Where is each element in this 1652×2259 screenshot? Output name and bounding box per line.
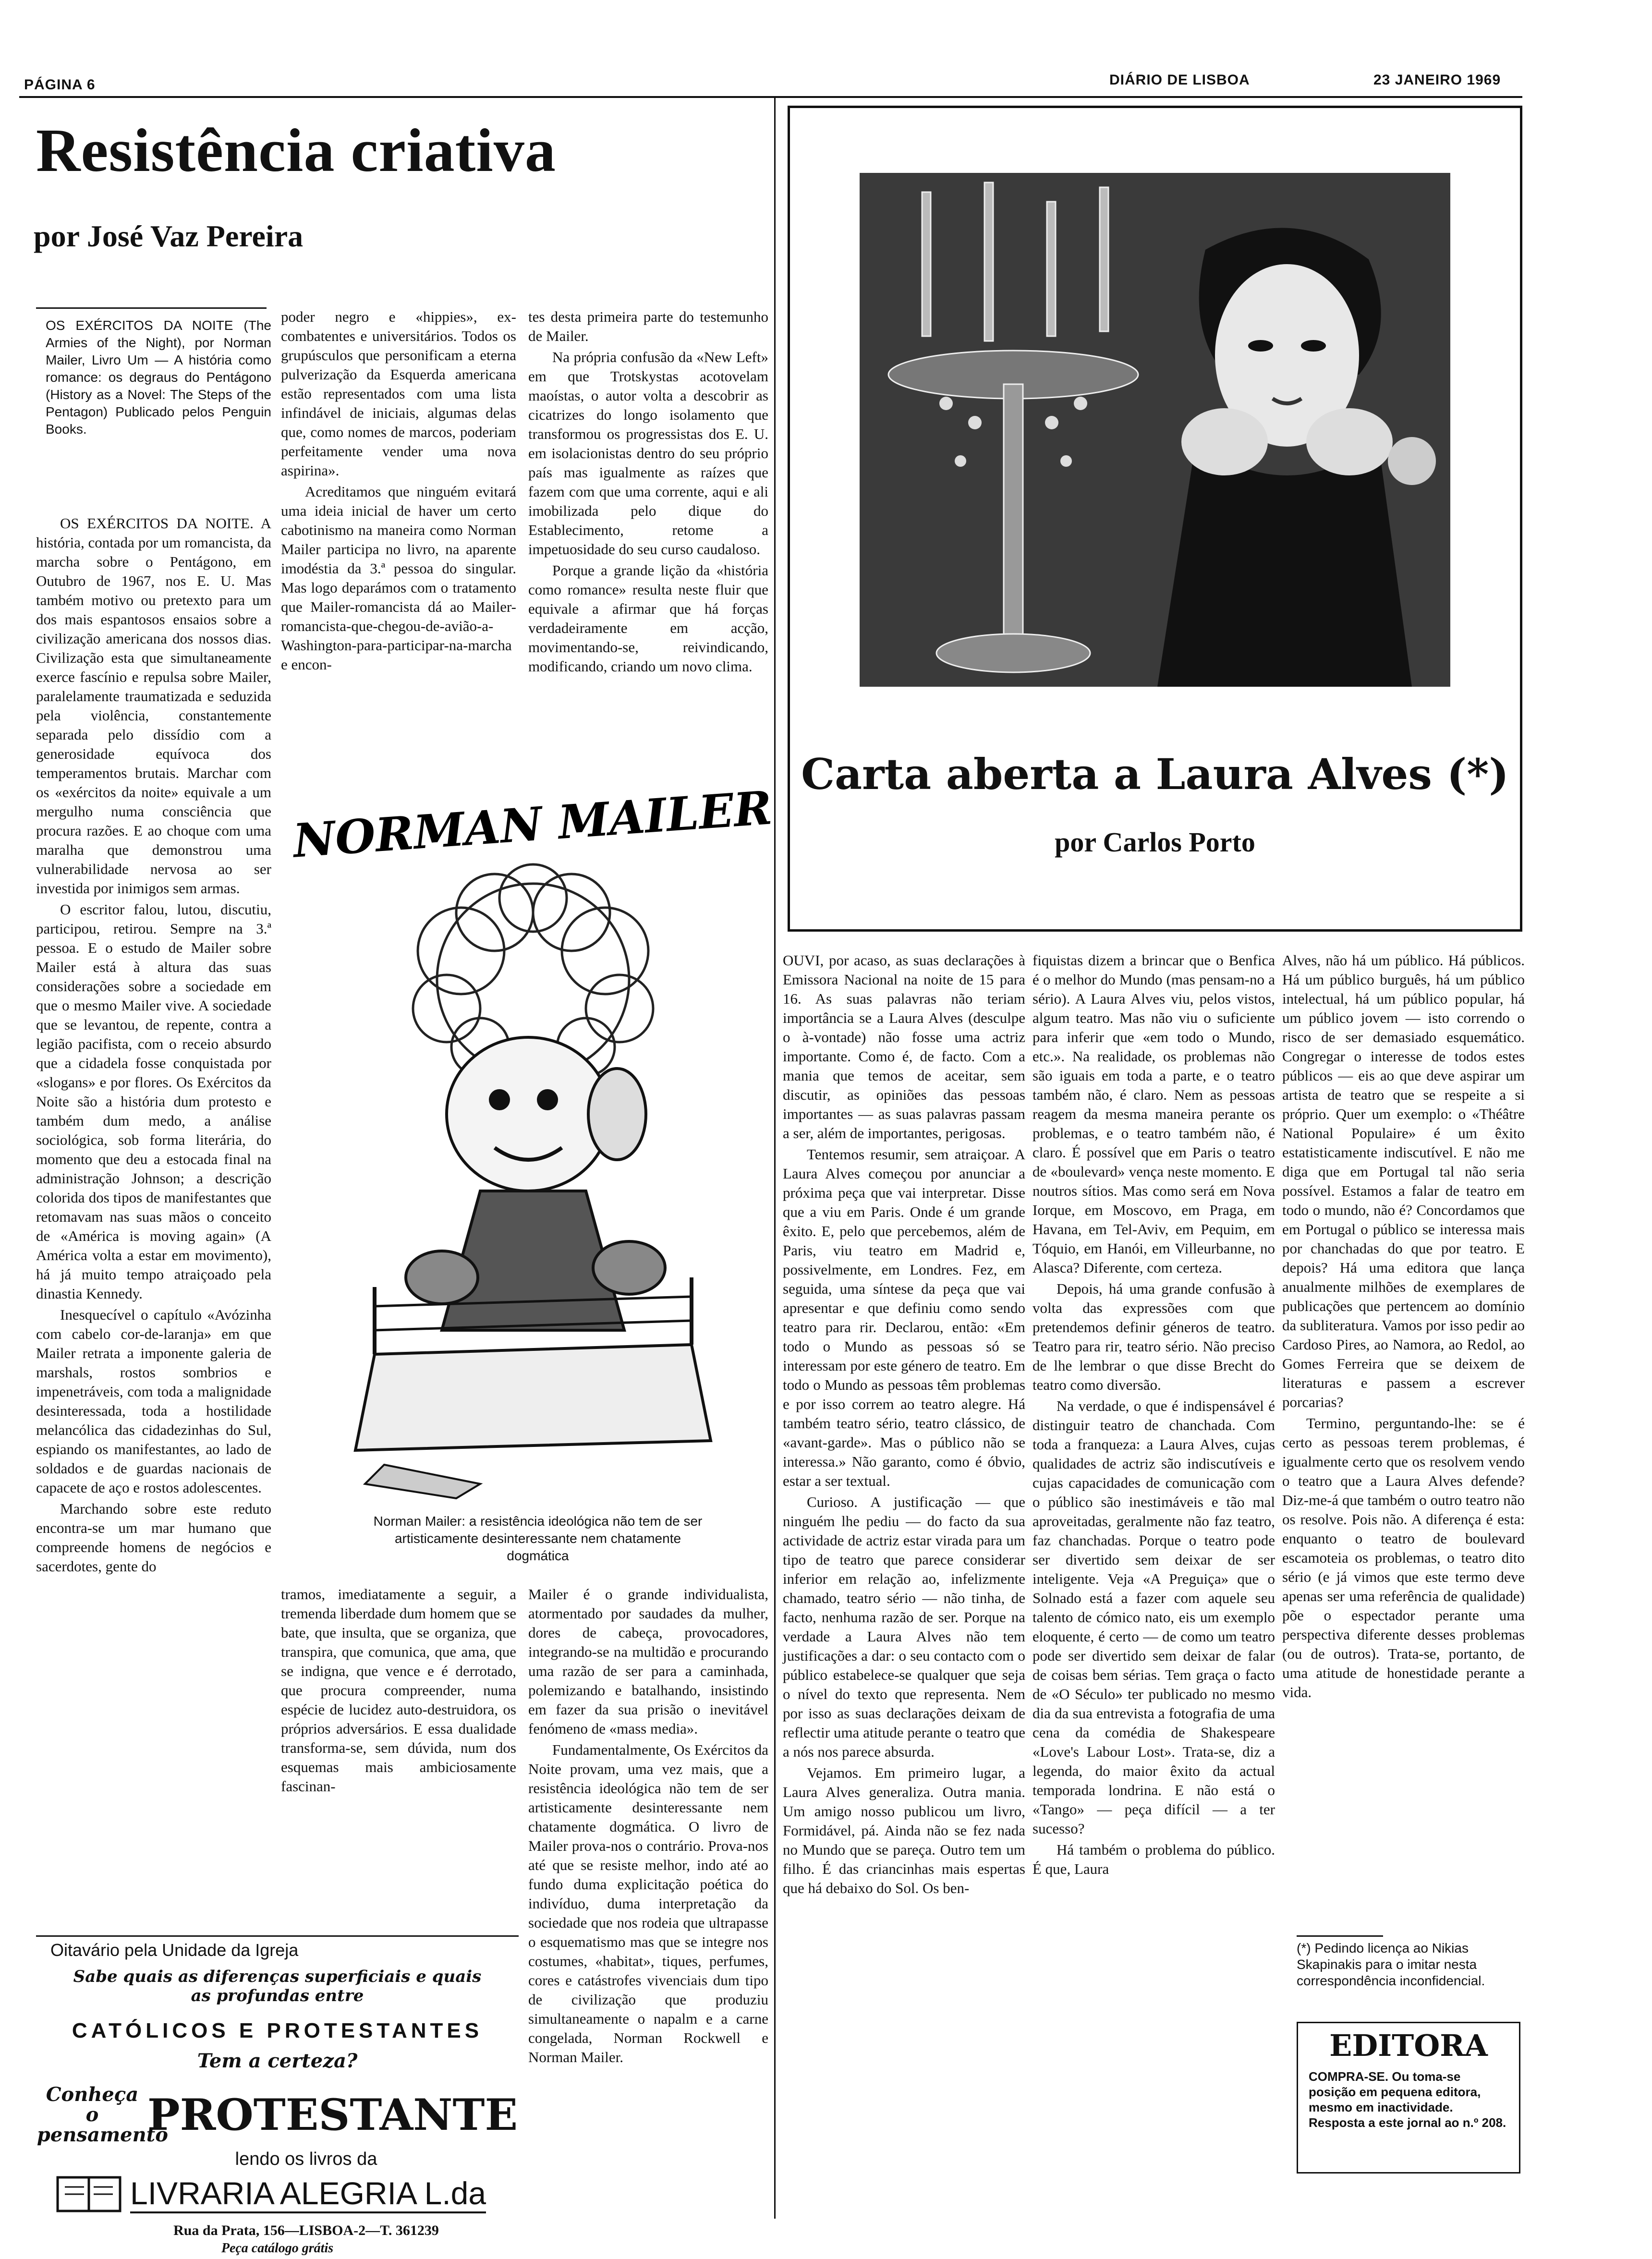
ad-line5a: Conheça o pensamento (36, 2083, 168, 2146)
ad-address: Rua da Prata, 156—LISBOA-2—T. 361239 (173, 2223, 439, 2238)
carta-col3 (1282, 951, 1525, 1931)
paragraph: Mailer é o grande individualista, atormentado por saudades da mulher, dores de cabeça, provocadores, integrando-se na multidão e procurando uma razão de ser para a caminhada, polemizando e batalhando, insistindo em fazer da sua prisão o inevitável fenómeno de «mass media». (528, 1586, 768, 1737)
ad-line3: CATÓLICOS E PROTESTANTES (72, 2019, 483, 2042)
paragraph: Na verdade, o que é indispensável é distinguir teatro de chanchada. Com toda a franqueza: a Laura Alves, cujas qualidades de actriz são indiscutíveis e cujas capacidades de comunicação com o público são inestimáveis e tão mal aproveitadas, geralmente não faz teatro, faz chanchadas. Porque o teatro pode ser divertido sem deixar de ser inteligente. Veja «A Preguiça» que o Solnado está a fazer com aquele seu talento de cómico nato, eis um exemplo eloquente, é certo — de como um teatro pode ser divertido sem deixar de falar de coisas bem sérias. Tem graça o facto de «O Século» ter publicado no mesmo dia da sua entrevista a fotografia de uma cena da comédia de Shakespeare «Love's Labour Lost». Trata-se, diz a legenda, do maior êxito da actual temporada londrina. E não está o «Tango» — peça difícil — a ter sucesso? (1032, 1397, 1275, 1837)
left-article-col3-top (528, 307, 768, 773)
footnote-rule (1297, 1935, 1383, 1937)
paragraph: Depois, há uma grande confusão à volta das expressões com que pretendemos definir géneros de teatro. Teatro para rir, teatro sério. Não preciso de lhe lembrar o que disse Brecht do teatro como diversão. (1032, 1280, 1275, 1393)
paragraph: Marchando sobre este reduto encontra-se um mar humano que compreende homens de negócios e sacerdotes, gente do (36, 1500, 271, 1575)
ad-top-rule (36, 1935, 519, 1937)
left-article-col2-bottom (281, 1585, 516, 1931)
paragraph: OS EXÉRCITOS DA NOITE. A história, contada por um romancista, da marcha sobre o Pentágono, em Outubro de 1967, nos E. U. Mas também motivo ou pretexto para um dos mais espantosos ensaios sobre a civilização americana dos nossos dias. Civilização esta que simultaneamente exerce fascínio e repulsa sobre Mailer, paralelamente traumatizada e seduzida pela violência, constantemente separada pelo dissídio com a generosidade equívoca dos temperamentos brutais. Marchar com os «exércitos da noite» equivale a um mergulho numa consciência que procura razões. E ao choque com uma maralha que demonstrou uma vulnerabilidade nervosa ao ser investida por inimigos sem armas. (36, 515, 271, 897)
paragraph: Inesquecível o capítulo «Avózinha com cabelo cor-de-laranja» em que Mailer retrata a imponente galeria de marshals, rostos sombrios e impenetráveis, com toda a malignidade desinteressada, toda a hostilidade melancólica das cidadezinhas do Sul, espiando os manifestantes, ao lado de soldados e de guardas nacionais de capacete de aço e rostos adolescentes. (36, 1306, 271, 1496)
paragraph: Termino, perguntando-lhe: se é certo as pessoas terem problemas, é igualmente certo que os resolvem vendo o teatro que a Laura Alves defende? Diz-me-á que também o outro teatro não os resolve. Pois não. A diferença é esta: enquanto o teatro de boulevard escamoteia os problemas, o teatro dito sério (e já vimos que este termo deve apenas ser uma referência de qualidade) põe o espectador perante uma perspectiva diferente desses problemas (ou de outros). Trata-se, portanto, de uma atitude de honestidade perante a vida. (1282, 1415, 1525, 1700)
book-icon (55, 2173, 122, 2216)
left-article-col3-bottom (528, 1585, 768, 2223)
paragraph: Curioso. A justificação — que ninguém lhe pediu — do facto da sua actividade de actriz estar virada para um tipo de teatro que parece considerar inferior em relação ao, infelizmente chamado, teatro sério — não tinha, de facto, nenhuma razão de ser. Porque na verdade a Laura Alves não tem justificações a dar: o seu contacto com o público estabelece-se qualquer que seja o nível do texto que representa. Nem por isso as suas declarações deixam de reflectir uma atitude perante o teatro que a nós nos parece absurda. (783, 1494, 1025, 1760)
carta-title: Carta aberta a Laura Alves (*) (801, 749, 1509, 799)
paragraph: Alves, não há um público. Há públicos. Há um público burguês, há um público intelectual, há um público popular, há um público jovem — isto correndo o risco de ser demasiado esquemático. Congregar o interesse de todos estes públicos — eis ao que deve aspirar um artista de teatro que se respeite a si próprio. Quer um exemplo: o «Théâtre National Populaire» é um êxito estatisticamente indiscutível. E não me diga que em Portugal tal não seria possível. Estamos a falar de teatro em todo o mundo, não é? Concordamos que em Portugal o público se interessa mais por chanchadas do que por teatro. E depois? Há uma editora que lança anualmente milhões de exemplares de publicações que pertencem ao domínio da subliteratura. Vamos por isso pedir ao Cardoso Pires, ao Namora, ao Redol, ao Gomes Ferreira que se deixem de literaturas e passem a escrever porcarias? (1282, 952, 1525, 1410)
article-byline: por José Vaz Pereira (34, 219, 304, 253)
ad-line1: Oitavário pela Unidade da Igreja (50, 1940, 299, 1960)
paragraph: OUVI, por acaso, as suas declarações à Emissora Nacional na noite de 15 para 16. As suas palavras não teriam importância se a Laura Alves (desculpe o à-vontade) não fosse uma actriz importante. Como é, de facto. Com a mania que temos de aceitar, sem discutir, as opiniões das pessoas importantes — as suas palavras passam a ser, além de importantes, perigosas. (783, 952, 1025, 1142)
left-article-col1 (36, 514, 271, 2060)
column-rule (36, 307, 267, 309)
protestant-ad (36, 1940, 519, 2256)
paragraph: Acreditamos que ninguém evitará uma ideia inicial de haver um certo cabotinismo na maneira como Norman Mailer participa no livro, na aparente imodéstia da 3.ª pessoa do singular. Mas logo deparámos com o tratamento que Mailer-romancista dá ao Mailer-romancista-que-chegou-de-avião-a-Washington-para-participar-na-marcha e encon- (281, 483, 516, 673)
paragraph: tes desta primeira parte do testemunho de Mailer. (528, 308, 768, 344)
footnote: (*) Pedindo licença ao Nikias Skapinakis para o imitar nesta correspondência inconfidencial. (1297, 1941, 1485, 1988)
paragraph: Tentemos resumir, sem atraiçoar. A Laura Alves começou por anunciar a próxima peça que vai interpretar. Disse que a viu em Paris. Onde é um grande êxito. E, pelo que percebemos, além de Paris, viu teatro em Madrid e, possivelmente, em Londres. Fez, em seguida, uma síntese da peça que vai apresentar e que definiu como sendo teatro para rir. Declarou, então: «Em todo o Mundo as pessoas só se interessam por este género de teatro. Em todo o Mundo as pessoas têm problemas e por isso correm ao teatro alegre. Há também teatro sério, teatro clássico, de «avant-garde». Mas o público não se interessa.» Não garanto, como é óbvio, estar a ser textual. (783, 1146, 1025, 1489)
ad-line6: lendo os livros da (235, 2149, 377, 2169)
ad-line2: Sabe quais as diferenças superficiais e quais as profundas entre (73, 1967, 482, 2005)
editora-ad (1297, 2022, 1520, 2174)
editora-title: EDITORA (1329, 2028, 1488, 2063)
section-divider (774, 96, 776, 2219)
editora-text: COMPRA-SE. Ou toma-se posição em pequena editora, mesmo em inactividade. Resposta a este jornal ao n.º 208. (1309, 2069, 1506, 2130)
ad-store-name: LIVRARIA ALEGRIA L.da (130, 2175, 486, 2213)
page-label: PÁGINA 6 (24, 77, 96, 93)
paragraph: O escritor falou, lutou, discutiu, participou, retirou. Sempre na 3.ª pessoa. E o estudo de Mailer sobre Mailer está à altura das suas considerações sobre a sociedade em que o mesmo Mailer vive. A sociedade que se levantou, de repente, contra a legião pacifista, com o receio absurdo que a cidadela fosse conquistada por «slogans» e por flores. Os Exércitos da Noite são a história dum protesto e também dum medo, a análise sociológica, sob forma literária, do momento que deu a estocada final na administração Johnson; a descrição colorida dos tipos de manifestantes que retomavam nas suas mãos o conceito de «América is moving again» (A América volta a estar em movimento), há já muito tempo atraiçoado pela dinastia Kennedy. (36, 901, 271, 1302)
book-reference: OS EXÉRCITOS DA NOITE (The Armies of the Night), por Norman Mailer, Livro Um — A história como romance: os degraus do Pentágono (History as a Novel: The Steps of the Pentagon) Publicado pelos Penguin Books. (46, 318, 271, 437)
svg-text:NORMAN MAILER: NORMAN MAILER (291, 780, 774, 868)
laura-alves-photo (860, 173, 1450, 687)
paragraph: tramos, imediatamente a seguir, a tremenda liberdade dum homem que se bate, que insulta, que se organiza, que transpira, que comunica, que ama, que se indigna, que vence e é derrotado, que procura compreender, numa espécie de lucidez auto-destruidora, os próprios adversários. E essa dualidade transforma-se, sem dúvida, num dos esquemas mais ambiciosamente fascinan- (281, 1586, 516, 1795)
paragraph: Na própria confusão da «New Left» em que Trotskystas acotovelam maoístas, o autor volta a descobrir as cicatrizes do longo isolamento que transformou os progressistas dos E. U. em isolacionistas dentro do seu próprio país mas igualmente as raízes que fazem com que uma corrente, aqui e ali imobilizada pelo dique do Establecimento, retome a impetuosidade do seu curso caudaloso. (528, 349, 768, 558)
paragraph: fiquistas dizem a brincar que o Benfica é o melhor do Mundo (mas pensam-no a sério). A Laura Alves viu, pelos vistos, algum teatro. Mas não viu o suficiente para inferir que «em todo o Mundo, etc.». Na realidade, os problemas não são iguais em toda a parte, e o teatro também não, é claro. Nem as pessoas reagem da mesma maneira perante os problemas, e o teatro também não, é claro. É possível que em Paris o teatro de «boulevard» vença neste momento. E noutros sítios. Mas como será em Nova Iorque, em Moscovo, em Praga, em Havana, em Tel-Aviv, em Pequim, em Tóquio, em Hanói, em Villeurbanne, no Alasca? Diferente, com certeza. (1032, 952, 1275, 1276)
issue-date: 23 JANEIRO 1969 (1373, 72, 1501, 88)
article-title: Resistência criativa (36, 116, 556, 184)
caricature-title (290, 780, 774, 868)
newspaper-name: DIÁRIO DE LISBOA (1109, 72, 1250, 88)
header-rule (19, 96, 1522, 98)
illustration-caption: Norman Mailer: a resistência ideológica não tem de ser artisticamente desinteressante nem chatamente dogmática (373, 1514, 703, 1563)
norman-mailer-caricature (291, 778, 774, 1508)
carta-col1 (783, 951, 1025, 2219)
paragraph: Fundamentalmente, Os Exércitos da Noite provam, uma vez mais, que a resistência ideológica não tem de ser artisticamente desinteressante nem chatamente dogmática. O livro de Mailer prova-nos o contrário. Prova-nos até que se resiste melhor, indo até ao fundo duma explicitação poética do indivíduo, duma interpretação da sociedade que nos rodeia que ultrapasse o esquematismo mas que se integre nos costumes, «habitat», tiques, perfumes, cores e catástrofes vivenciais dum tipo de civilização que produziu simultaneamente o napalm e a carne congelada, Norman Rockwell e Norman Mailer. (528, 1741, 768, 2065)
paragraph: Vejamos. Em primeiro lugar, a Laura Alves generaliza. Outra mania. Um amigo nosso publicou um livro, Formidável, pá. Ainda não se fez nada no Mundo que se pareça. Outro tem um filho. É das criancinhas mais espertas que há debaixo do Sol. Os ben- (783, 1764, 1025, 1896)
ad-line4: Tem a certeza? (197, 2050, 358, 2072)
ad-catalog: Peça catálogo grátis (221, 2241, 334, 2256)
carta-col2 (1032, 951, 1275, 2219)
left-article-col2-top (281, 307, 516, 773)
ad-line5b: PROTESTANTE (147, 2089, 518, 2140)
paragraph: poder negro e «hippies», ex-combatentes e universitários. Todos os grupúsculos que personificam a eterna pulverização da Esquerda americana estão representados com uma lista infindável de iniciais, algumas delas que, como nomes de marcos, poderiam perfeitamente vender uma nova aspirina». (281, 308, 516, 479)
carta-byline: por Carlos Porto (1055, 826, 1255, 858)
paragraph: Porque a grande lição da «história como romance» resulta neste fluir que equivale a afirmar que há forças verdadeiramente em acção, movimentando-se, reivindicando, modificando, criando um novo clima. (528, 562, 768, 675)
paragraph: Há também o problema do público. É que, Laura (1032, 1841, 1275, 1877)
